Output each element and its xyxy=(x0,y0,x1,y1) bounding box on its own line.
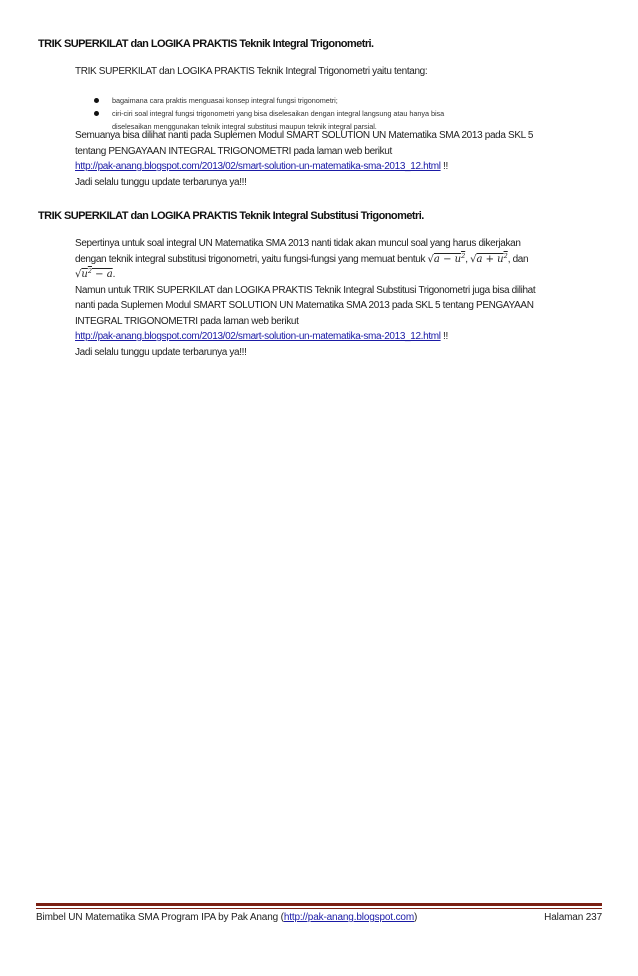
list-item xyxy=(94,94,604,107)
section-heading-substitusi-trigonometri: TRIK SUPERKILAT dan LOGIKA PRAKTIS Teknik Integral Substitusi Trigonometri. xyxy=(38,210,424,222)
list-item xyxy=(94,107,604,120)
separator: , xyxy=(465,253,471,265)
sentence-end: . xyxy=(112,269,116,280)
paragraph-line: nanti pada Suplemen Modul SMART SOLUTION UN Matematika SMA 2013 pada SKL 5 tentang PENGAYAAN xyxy=(75,300,534,311)
page-number: Halaman 237 xyxy=(544,912,602,923)
bullet-icon xyxy=(94,98,99,103)
link-line xyxy=(75,329,603,345)
smart-solution-link[interactable]: http://pak-anang.blogspot.com/2013/02/smart-solution-un-matematika-sma-2013_12.html xyxy=(75,161,441,172)
paragraph-line: Semuanya bisa dilihat nanti pada Suplemen Modul SMART SOLUTION UN Matematika SMA 2013 pada SKL 5 xyxy=(75,130,534,141)
paragraph-line: tentang PENGAYAAN INTEGRAL TRIGONOMETRI pada laman web berikut xyxy=(75,145,392,157)
link-suffix: !! xyxy=(440,161,448,172)
paragraph-line: Sepertinya untuk soal integral UN Matematika SMA 2013 nanti tidak akan muncul soal yang harus dikerjakan xyxy=(75,238,521,249)
smart-solution-link[interactable]: http://pak-anang.blogspot.com/2013/02/smart-solution-un-matematika-sma-2013_12.html xyxy=(75,331,441,342)
intro-text: TRIK SUPERKILAT dan LOGIKA PRAKTIS Teknik Integral Trigonometri yaitu tentang: xyxy=(75,66,428,77)
separator: , dan xyxy=(507,253,529,265)
paragraph-line: Namun untuk TRIK SUPERKILAT dan LOGIKA PRAKTIS Teknik Integral Substitusi Trigonometri juga bisa dilihat xyxy=(75,284,536,296)
paragraph-line: INTEGRAL TRIGONOMETRI pada laman web berikut xyxy=(75,315,299,327)
link-suffix: !! xyxy=(440,331,448,342)
radicand: u xyxy=(81,269,88,280)
math-expression-sqrt-u2-minus-a: $√u^2 - a$ xyxy=(75,267,113,280)
bullet-text: bagaimana cara praktis menguasai konsep integral fungsi trigonometri; xyxy=(112,96,338,105)
footer-credit-prefix: Bimbel UN Matematika SMA Program IPA by Pak Anang ( xyxy=(36,912,284,923)
closing-line: Jadi selalu tunggu update terbarunya ya!!! xyxy=(75,176,247,188)
section2-paragraph xyxy=(75,236,603,360)
footer-rule-thin xyxy=(36,908,602,909)
math-line xyxy=(75,267,603,283)
radicand-tail: − a xyxy=(91,269,113,280)
footer-credit xyxy=(36,912,417,923)
closing-line: Jadi selalu tunggu update terbarunya ya!!! xyxy=(75,346,247,358)
bullet-text: ciri-ciri soal integral fungsi trigonometri yang bisa diselesaikan dengan integral langsung atau hanya bisa xyxy=(112,109,445,118)
sqrt-icon: √ xyxy=(427,253,434,265)
math-expression-sqrt-a-minus-u2: $√a - u^2$ xyxy=(427,251,466,265)
blog-link[interactable]: http://pak-anang.blogspot.com xyxy=(283,912,415,923)
bullet-icon xyxy=(94,111,99,116)
paragraph-text: dengan teknik integral substitusi trigonometri, yaitu fungsi-fungsi yang memuat bentuk xyxy=(75,253,428,265)
footer-rule-thick xyxy=(36,903,602,906)
radicand: a + u xyxy=(476,253,504,265)
paragraph-line-with-math xyxy=(75,252,603,268)
section-heading-integral-trigonometri: TRIK SUPERKILAT dan LOGIKA PRAKTIS Teknik Integral Trigonometri. xyxy=(38,38,374,50)
section1-intro xyxy=(75,64,603,80)
link-line xyxy=(75,159,603,175)
section1-paragraph xyxy=(75,128,603,190)
radicand: a − u xyxy=(433,253,462,265)
sqrt-icon: √ xyxy=(75,269,82,280)
footer-credit-suffix: ) xyxy=(414,912,418,923)
math-expression-sqrt-a-plus-u2: $√a + u^2$ xyxy=(470,251,508,265)
bullet-text: diselesaikan menggunakan teknik integral substitusi maupun teknik integral parsial. xyxy=(112,122,377,131)
sqrt-icon: √ xyxy=(470,253,477,265)
